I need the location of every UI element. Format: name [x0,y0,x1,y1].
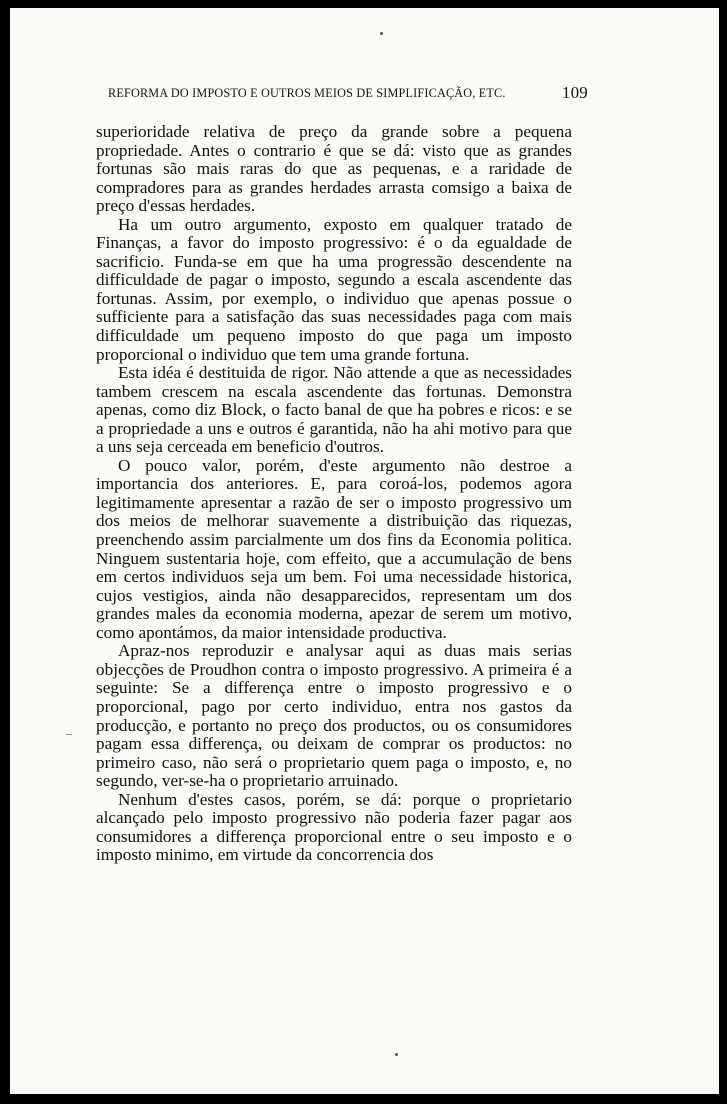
paper-speck [395,1053,398,1056]
paragraph-1: superioridade relativa de preço da grande sobre a pequena propriedade. Antes o contrario é que se dá: visto que as grandes fortunas são mais raras do que as pequenas, e a raridade de compradores para as grandes herdades arrasta comsigo a baixa de preço d'essas herdades. [96,122,572,216]
paper-speck [66,734,72,735]
body-text [96,123,572,865]
paper-speck [380,32,383,35]
running-title: REFORMA DO IMPOSTO E OUTROS MEIOS DE SIMPLIFICAÇÃO, ETC. [108,86,506,100]
paragraph-5: Apraz-nos reproduzir e analysar aqui as duas mais serias objecções de Proudhon contra o imposto progressivo. A primeira é a seguinte: Se a differença entre o imposto progressivo e o proporcional, pago por certo individuo, entra nos gastos da producção, e portanto no preço dos productos, ou os consumidores pagam essa differença, ou deixam de comprar os productos: no primeiro caso, não será o proprietario quem paga o imposto, e, no segundo, ver-se-ha o proprietario arruinado. [96,641,572,791]
paragraph-3: Esta idéa é destituida de rigor. Não attende a que as necessidades tambem crescem na escala ascendente das fortunas. Demonstra apenas, como diz Block, o facto banal de que ha pobres e ricos: e se a propriedade a uns e outros é garantida, não ha ahi motivo para que a uns seja cerceada em beneficio d'outros. [96,363,572,457]
paragraph-2: Ha um outro argumento, exposto em qualquer tratado de Finanças, a favor do imposto progressivo: é o da egualdade de sacrificio. Funda-se em que ha uma progressão descendente na difficuldade de pagar o imposto, segundo a escala ascendente das fortunas. Assim, por exemplo, o individuo que apenas possue o sufficiente para a satisfação das suas necessidades paga com mais difficuldade um pequeno imposto do que paga um imposto proporcional o individuo que tem uma grande fortuna. [96,214,572,364]
paragraph-6: Nenhum d'estes casos, porém, se dá: porque o proprietario alcançado pelo imposto progressivo não poderia fazer pagar aos consumidores a differença proporcional entre o seu imposto e o imposto minimo, em virtude da concorrencia dos [96,789,572,865]
paragraph-4: O pouco valor, porém, d'este argumento não destroe a importancia dos anteriores. E, para coroá-los, podemos agora legitimamente apresentar a razão de ser o imposto progressivo um dos meios de melhorar suavemente a distribuição das riquezas, preenchendo assim parcialmente um dos fins da Economia politica. Ninguem sustentaria hoje, com effeito, que a accumulação de bens em certos individuos seja um bem. Foi uma necessidade historica, cujos vestigios, ainda não desapparecidos, representam um dos grandes males da economia moderna, apezar de serem um motivo, como apontámos, da maior intensidade productiva. [96,455,572,642]
page-number: 109 [561,83,588,102]
